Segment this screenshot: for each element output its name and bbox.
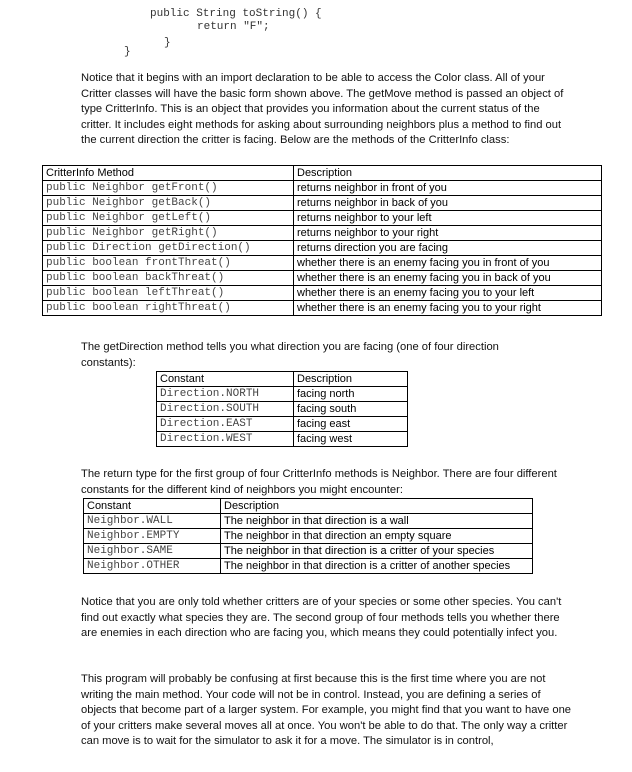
direction-intro-text: The getDirection method tells you what direction you are facing (one of four direction constants):	[81, 341, 499, 369]
closing-text: This program will probably be confusing at first because this is the first time where you are not writing the main method. Your code will not be in control. Instead, you are defining a series of objects that become part of a larger system. For example, you might find that you want to have one of your critters make several moves all at once. You won't be able to do that. The only way a critter can move is to wait for the simulator to ask it for a move. The simulator is in control,	[81, 673, 572, 748]
description-cell: whether there is an enemy facing you in front of you	[294, 256, 602, 271]
code-line-tostring: public String toString() {	[150, 8, 322, 20]
species-note-text: Notice that you are only told whether critters are of your species or some other species. You can't find out exactly what species they are. The second group of four methods tells you whether there are enemies in each direction who are facing you, which means they could potentially infect you.	[81, 596, 562, 640]
description-cell: whether there is an enemy facing you to your left	[294, 286, 602, 301]
table-row	[84, 529, 533, 544]
description-cell: The neighbor in that direction is a wall	[221, 514, 533, 529]
header-constant: Constant	[84, 499, 221, 514]
method-cell: public boolean rightThreat()	[43, 301, 294, 316]
header-method: CritterInfo Method	[43, 166, 294, 181]
description-cell: whether there is an enemy facing you to your right	[294, 301, 602, 316]
critterinfo-methods-table	[42, 165, 602, 316]
closing-paragraph	[81, 672, 573, 750]
description-cell: returns neighbor to your left	[294, 211, 602, 226]
table-row	[43, 256, 602, 271]
table-row	[157, 432, 408, 447]
header-description: Description	[294, 166, 602, 181]
table-row	[43, 301, 602, 316]
intro-text: Notice that it begins with an import declaration to be able to access the Color class. All of your Critter classes will have the basic form shown above. The getMove method is passed an object of type CritterInfo. This is an object that provides you information about the current status of the critter. It includes eight methods for asking about surrounding neighbors plus a method to find out the current direction the critter is facing. Below are the methods of the CritterInfo class:	[81, 72, 564, 147]
method-cell: public Neighbor getBack()	[43, 196, 294, 211]
header-description: Description	[221, 499, 533, 514]
method-cell: public boolean leftThreat()	[43, 286, 294, 301]
table-row	[84, 514, 533, 529]
description-cell: returns direction you are facing	[294, 241, 602, 256]
constant-cell: Neighbor.SAME	[84, 544, 221, 559]
constant-cell: Direction.NORTH	[157, 387, 294, 402]
description-cell: returns neighbor in back of you	[294, 196, 602, 211]
code-line-return: return "F";	[197, 21, 270, 33]
table-row	[84, 559, 533, 574]
table-row	[43, 196, 602, 211]
constant-cell: Neighbor.OTHER	[84, 559, 221, 574]
constant-cell: Direction.SOUTH	[157, 402, 294, 417]
table-row	[157, 402, 408, 417]
species-note-paragraph	[81, 595, 566, 642]
constant-cell: Neighbor.WALL	[84, 514, 221, 529]
table-row	[84, 544, 533, 559]
header-constant: Constant	[157, 372, 294, 387]
description-cell: The neighbor in that direction an empty square	[221, 529, 533, 544]
method-cell: public Neighbor getRight()	[43, 226, 294, 241]
table-row	[43, 211, 602, 226]
description-cell: The neighbor in that direction is a critter of your species	[221, 544, 533, 559]
description-cell: whether there is an enemy facing you in back of you	[294, 271, 602, 286]
constant-cell: Neighbor.EMPTY	[84, 529, 221, 544]
constant-cell: Direction.WEST	[157, 432, 294, 447]
constant-cell: Direction.EAST	[157, 417, 294, 432]
table-header-row	[43, 166, 602, 181]
description-cell: facing east	[294, 417, 408, 432]
table-row	[43, 271, 602, 286]
neighbor-constants-table	[83, 498, 533, 574]
description-cell: returns neighbor to your right	[294, 226, 602, 241]
description-cell: facing south	[294, 402, 408, 417]
method-cell: public Direction getDirection()	[43, 241, 294, 256]
table-row	[157, 387, 408, 402]
description-cell: facing north	[294, 387, 408, 402]
table-row	[43, 286, 602, 301]
table-row	[43, 181, 602, 196]
neighbor-intro-text: The return type for the first group of four CritterInfo methods is Neighbor. There are four different constants for the different kind of neighbors you might encounter:	[81, 468, 557, 496]
description-cell: returns neighbor in front of you	[294, 181, 602, 196]
table-header-row	[84, 499, 533, 514]
intro-paragraph	[81, 71, 573, 149]
table-row	[43, 226, 602, 241]
method-cell: public Neighbor getLeft()	[43, 211, 294, 226]
method-cell: public boolean frontThreat()	[43, 256, 294, 271]
table-row	[157, 417, 408, 432]
description-cell: facing west	[294, 432, 408, 447]
direction-constants-table	[156, 371, 408, 447]
header-description: Description	[294, 372, 408, 387]
direction-intro-paragraph	[81, 340, 551, 371]
code-line-close-class: }	[124, 46, 131, 58]
code-line-close-method: }	[164, 37, 171, 49]
neighbor-intro-paragraph	[81, 467, 571, 498]
table-header-row	[157, 372, 408, 387]
method-cell: public Neighbor getFront()	[43, 181, 294, 196]
table-row	[43, 241, 602, 256]
description-cell: The neighbor in that direction is a critter of another species	[221, 559, 533, 574]
method-cell: public boolean backThreat()	[43, 271, 294, 286]
